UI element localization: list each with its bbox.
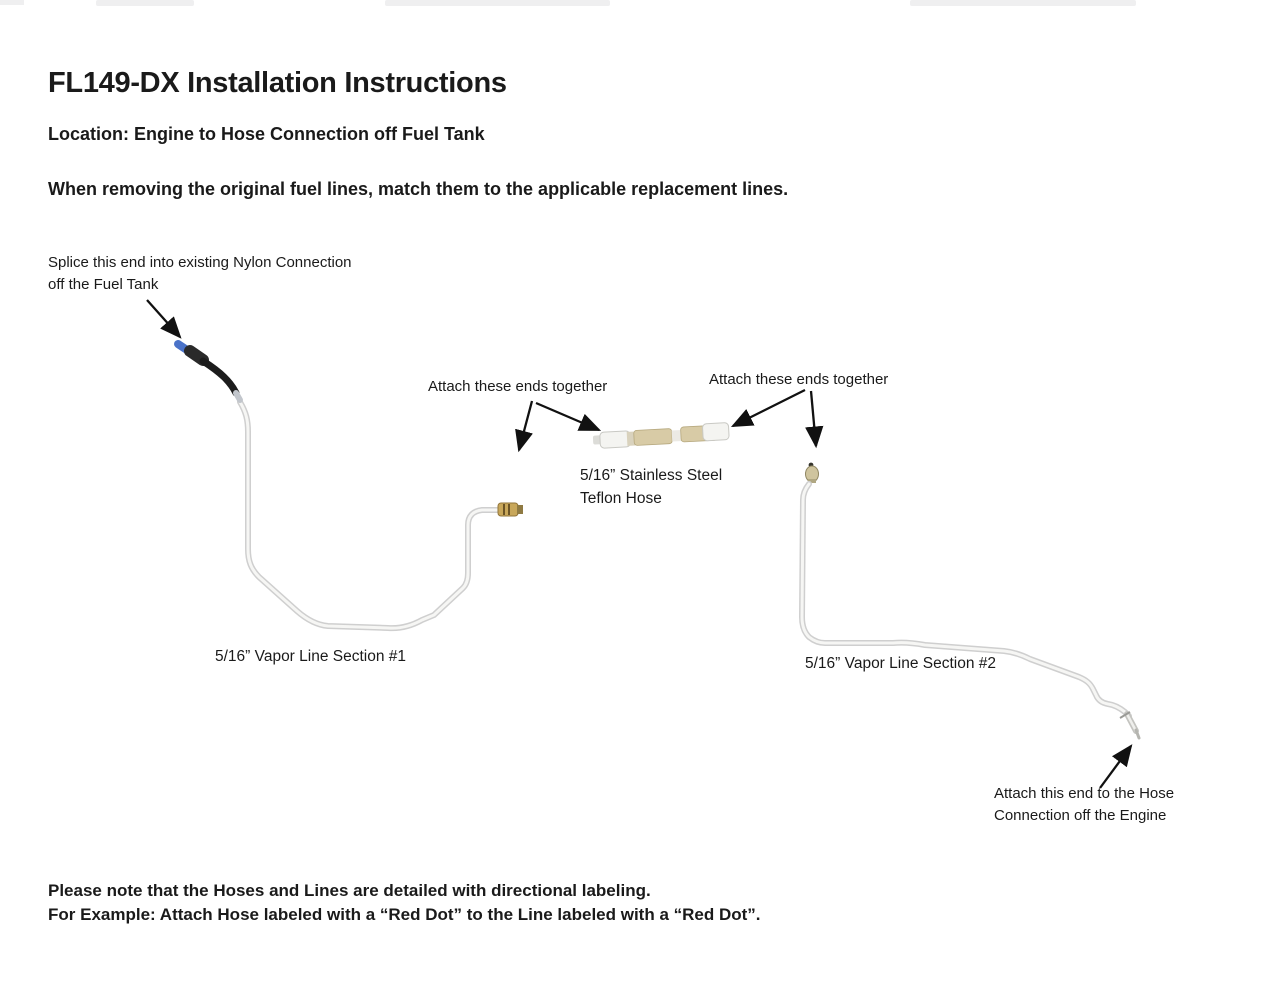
- splice-callout-line2: off the Fuel Tank: [48, 276, 159, 293]
- teflon-hose-label-line1: 5/16” Stainless Steel: [580, 467, 723, 484]
- splice-arrow: [147, 300, 180, 337]
- engine-callout: [994, 783, 1174, 827]
- vapor-line-2-label: 5/16” Vapor Line Section #2: [805, 655, 997, 672]
- footer-note: [48, 879, 761, 926]
- stainless-teflon-hose: [593, 423, 730, 449]
- footer-note-line1: Please note that the Hoses and Lines are detailed with directional labeling.: [48, 881, 651, 900]
- annotation-arrows: [147, 300, 1131, 788]
- splice-callout-line1: Splice this end into existing Nylon Connection: [48, 254, 352, 271]
- page-title: FL149-DX Installation Instructions: [48, 67, 507, 99]
- brass-fitting-line1: [498, 503, 523, 516]
- fitting-line2-top: [806, 463, 819, 483]
- engine-callout-line2: Connection off the Engine: [994, 807, 1167, 824]
- attach-left-arrow-down: [519, 401, 532, 450]
- attach-right-callout: Attach these ends together: [709, 371, 889, 388]
- vapor-line-1: [240, 402, 497, 628]
- attach-left-arrow-hose: [536, 403, 599, 430]
- location-line: Location: Engine to Hose Connection off Fuel Tank: [48, 124, 485, 144]
- vapor-line-1-label: 5/16” Vapor Line Section #1: [215, 648, 407, 665]
- vapor-line-2: [802, 484, 1129, 716]
- attach-right-arrow-down: [811, 391, 816, 446]
- engine-arrow: [1100, 746, 1131, 788]
- top-crop-artifacts: [0, 0, 1136, 6]
- teflon-hose-label-line2: Teflon Hose: [580, 490, 662, 507]
- engine-end-fitting: [1120, 712, 1139, 738]
- intro-line: When removing the original fuel lines, match them to the applicable replacement lines.: [48, 179, 789, 199]
- engine-callout-line1: Attach this end to the Hose: [994, 785, 1175, 802]
- teflon-hose-label: [580, 464, 722, 510]
- footer-note-line2: For Example: Attach Hose labeled with a “Red Dot” to the Line labeled with a “Red Dot”.: [48, 904, 761, 924]
- attach-right-arrow-hose: [733, 390, 805, 426]
- nylon-connector: [178, 344, 240, 400]
- attach-left-callout: Attach these ends together: [428, 378, 608, 395]
- splice-callout: [48, 252, 352, 296]
